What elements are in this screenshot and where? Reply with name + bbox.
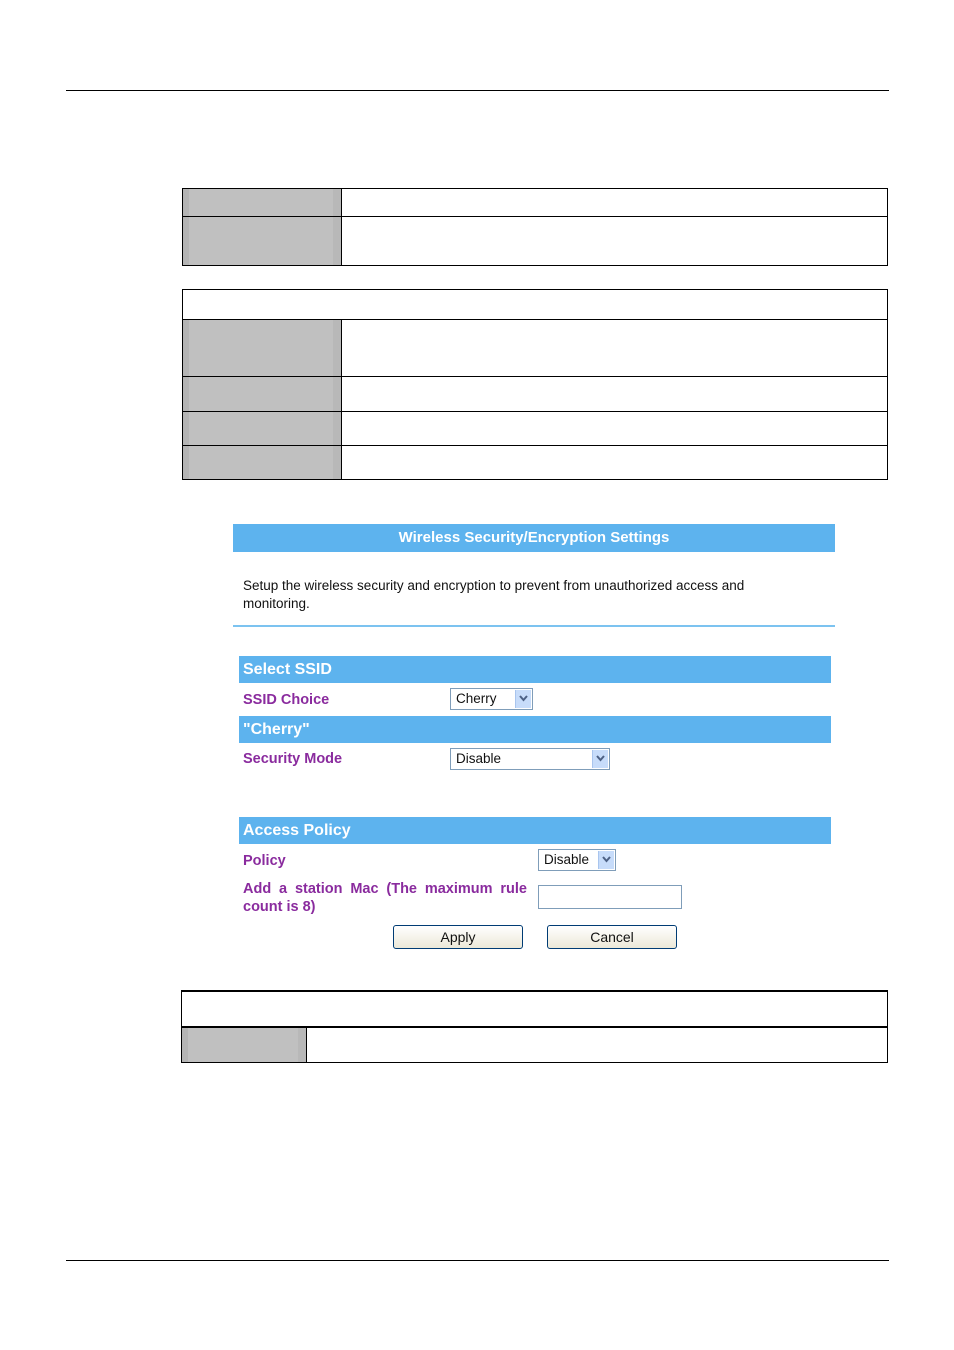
ssid-choice-select[interactable]: [450, 688, 533, 710]
table-label-cell: [183, 377, 342, 412]
table-label-cell: [183, 217, 342, 266]
table-header-row: [183, 290, 888, 320]
table-value-cell: [342, 377, 888, 412]
cancel-button[interactable]: Cancel: [547, 925, 677, 949]
chevron-down-icon[interactable]: [515, 690, 531, 708]
select-ssid-header: Select SSID: [239, 656, 831, 683]
table-label-cell: [183, 189, 342, 217]
table-row: [183, 217, 888, 266]
table-row: [182, 1027, 888, 1062]
page-description: Setup the wireless security and encryption to prevent from unauthorized access and monitoring.: [243, 578, 745, 611]
doc-table-3: [181, 990, 888, 1063]
access-policy-header: Access Policy: [239, 817, 831, 844]
ssid-section-header: "Cherry": [239, 716, 831, 743]
ssid-choice-label: SSID Choice: [243, 692, 330, 708]
footer-rule: [66, 1260, 889, 1261]
table-value-cell: [342, 217, 888, 266]
policy-label: Policy: [243, 853, 286, 869]
title-divider: [233, 625, 835, 627]
table-value-cell: [342, 320, 888, 377]
table-row: [183, 446, 888, 480]
table-row: [183, 189, 888, 217]
security-mode-value: Disable: [456, 751, 502, 766]
table-header-cell: [182, 991, 888, 1027]
security-mode-label: Security Mode: [243, 751, 343, 767]
add-mac-input[interactable]: [538, 885, 682, 909]
table-value-cell: [342, 189, 888, 217]
policy-select[interactable]: [538, 849, 616, 871]
table-label-cell: [183, 320, 342, 377]
doc-table-2: [182, 289, 888, 480]
table-value-cell: [307, 1027, 888, 1062]
add-mac-label: Add a station Mac (The maximum rule count is 8): [243, 881, 527, 915]
table-label-cell: [183, 412, 342, 446]
chevron-down-icon[interactable]: [592, 750, 608, 768]
table-row: [183, 377, 888, 412]
chevron-down-icon[interactable]: [598, 851, 614, 869]
security-mode-select[interactable]: [450, 748, 610, 770]
page-title: Wireless Security/Encryption Settings: [233, 524, 835, 552]
apply-button[interactable]: Apply: [393, 925, 523, 949]
policy-value: Disable: [544, 852, 590, 867]
header-rule: [66, 90, 889, 91]
table-header-cell: [183, 290, 888, 320]
ssid-choice-value: Cherry: [456, 691, 497, 706]
doc-table-1: [182, 188, 888, 266]
table-header-row: [182, 991, 888, 1027]
table-value-cell: [342, 446, 888, 480]
table-row: [183, 320, 888, 377]
table-value-cell: [342, 412, 888, 446]
table-row: [183, 412, 888, 446]
table-label-cell: [183, 446, 342, 480]
wireless-security-screenshot: [233, 524, 835, 954]
table-label-cell: [182, 1027, 307, 1062]
